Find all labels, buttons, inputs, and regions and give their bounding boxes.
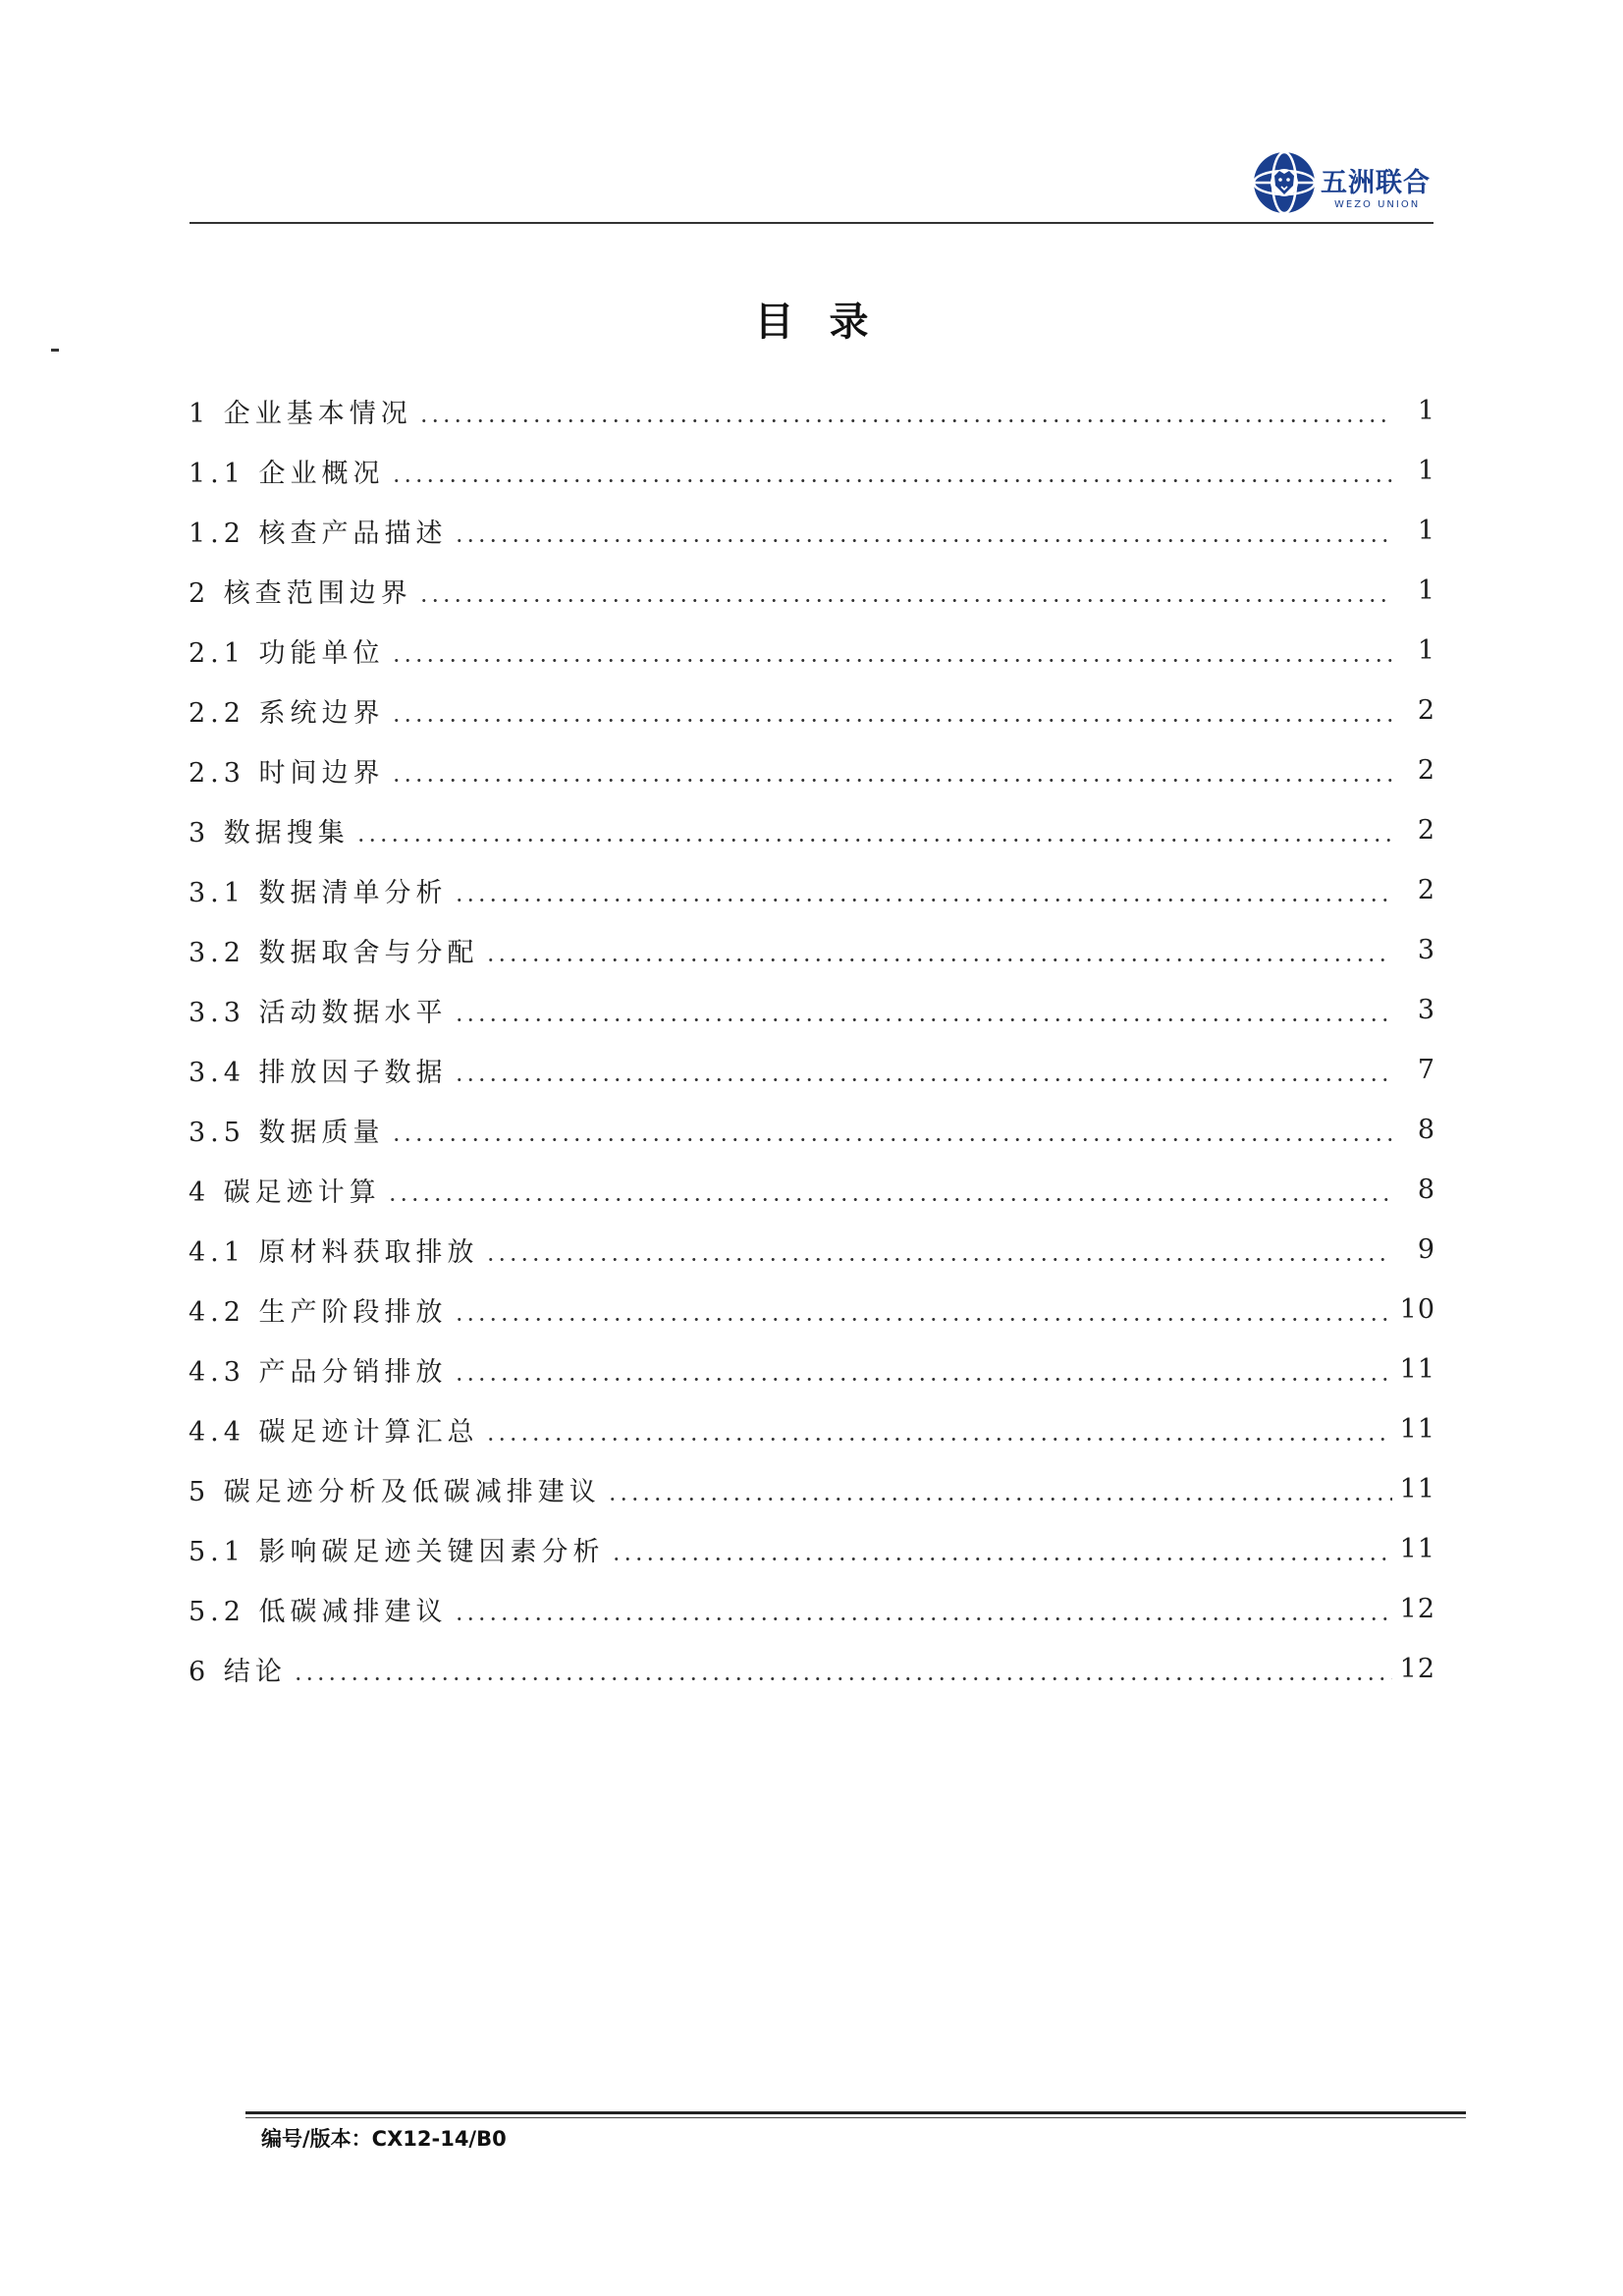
- toc-entry-label: 5.1 影响碳足迹关键因素分析: [189, 1537, 605, 1567]
- toc-page-number: 11: [1399, 1534, 1435, 1564]
- toc-page-number: 1: [1417, 456, 1435, 486]
- logo-english-name: WEZO UNION: [1334, 199, 1421, 210]
- toc-page-number: 9: [1417, 1234, 1435, 1265]
- document-number: 编号/版本：CX12-14/B0: [261, 2127, 507, 2151]
- toc-leader-dots: [454, 898, 1392, 902]
- toc-entry[interactable]: [189, 740, 1435, 800]
- table-of-contents: [189, 381, 1435, 1699]
- toc-page-number: 1: [1417, 635, 1435, 666]
- toc-page-number: 2: [1417, 815, 1435, 846]
- toc-entry[interactable]: [189, 1639, 1435, 1699]
- toc-entry-label: 6 结论: [189, 1657, 287, 1687]
- toc-entry-label: 3 数据搜集: [189, 818, 350, 848]
- toc-entry[interactable]: [189, 621, 1435, 681]
- toc-page-number: 7: [1417, 1055, 1435, 1085]
- toc-leader-dots: [391, 478, 1392, 483]
- toc-entry[interactable]: [189, 1220, 1435, 1280]
- toc-page-number: 11: [1399, 1354, 1435, 1385]
- toc-page-number: 2: [1417, 755, 1435, 786]
- toc-leader-dots: [454, 538, 1392, 543]
- toc-entry-label: 5.2 低碳减排建议: [189, 1597, 448, 1627]
- toc-leader-dots: [607, 1497, 1392, 1502]
- toc-page-number: 10: [1399, 1294, 1435, 1325]
- toc-page-number: 11: [1399, 1414, 1435, 1445]
- toc-page-number: 8: [1417, 1175, 1435, 1205]
- toc-page-number: 3: [1417, 995, 1435, 1025]
- toc-page-number: 2: [1417, 875, 1435, 905]
- toc-entry-label: 4.3 产品分销排放: [189, 1357, 448, 1388]
- toc-page-number: 12: [1399, 1654, 1435, 1684]
- toc-leader-dots: [485, 1437, 1392, 1442]
- toc-leader-dots: [611, 1557, 1392, 1561]
- toc-entry-label: 2.1 功能单位: [189, 638, 385, 669]
- margin-scan-mark: [51, 349, 59, 352]
- toc-entry[interactable]: [189, 980, 1435, 1040]
- toc-leader-dots: [454, 1017, 1392, 1022]
- toc-entry-label: 4.2 生产阶段排放: [189, 1297, 448, 1328]
- toc-leader-dots: [355, 838, 1392, 843]
- toc-page-number: 2: [1417, 695, 1435, 726]
- toc-leader-dots: [391, 778, 1392, 783]
- toc-leader-dots: [418, 418, 1392, 423]
- footer-divider-thick: [245, 2111, 1466, 2114]
- toc-entry-label: 3.1 数据清单分析: [189, 878, 448, 908]
- toc-entry[interactable]: [189, 1579, 1435, 1639]
- toc-leader-dots: [391, 1137, 1392, 1142]
- toc-entry-label: 4 碳足迹计算: [189, 1177, 381, 1208]
- toc-leader-dots: [454, 1377, 1392, 1382]
- toc-entry-label: 1 企业基本情况: [189, 399, 412, 429]
- toc-leader-dots: [387, 1197, 1392, 1202]
- toc-leader-dots: [391, 718, 1392, 723]
- toc-entry[interactable]: [189, 1399, 1435, 1459]
- toc-entry-label: 1.1 企业概况: [189, 459, 385, 489]
- toc-entry-label: 2 核查范围边界: [189, 578, 412, 609]
- toc-entry-label: 4.1 原材料获取排放: [189, 1237, 479, 1268]
- toc-page-number: 1: [1417, 516, 1435, 546]
- toc-entry-label: 3.3 活动数据水平: [189, 998, 448, 1028]
- header-divider: [189, 222, 1434, 224]
- toc-page-number: 1: [1417, 575, 1435, 606]
- toc-page-number: 11: [1399, 1474, 1435, 1504]
- toc-entry-label: 1.2 核查产品描述: [189, 519, 448, 549]
- toc-page-number: 1: [1417, 396, 1435, 426]
- toc-entry-label: 2.2 系统边界: [189, 698, 385, 729]
- footer-divider-thin: [245, 2117, 1466, 2118]
- globe-lion-emblem-icon: [1252, 150, 1317, 215]
- toc-entry[interactable]: [189, 920, 1435, 980]
- page-title: 目录: [754, 300, 904, 345]
- toc-leader-dots: [485, 957, 1392, 962]
- toc-entry-label: 3.2 数据取舍与分配: [189, 938, 479, 968]
- toc-entry[interactable]: [189, 1160, 1435, 1220]
- toc-entry[interactable]: [189, 441, 1435, 501]
- toc-entry[interactable]: [189, 1339, 1435, 1399]
- toc-leader-dots: [293, 1676, 1392, 1681]
- company-logo: [1252, 150, 1438, 221]
- toc-entry-label: 3.5 数据质量: [189, 1118, 385, 1148]
- toc-entry[interactable]: [189, 381, 1435, 441]
- toc-entry[interactable]: [189, 681, 1435, 740]
- toc-entry[interactable]: [189, 800, 1435, 860]
- toc-leader-dots: [418, 598, 1392, 603]
- toc-leader-dots: [485, 1257, 1392, 1262]
- logo-chinese-name: 五洲联合: [1321, 168, 1431, 198]
- toc-page-number: 8: [1417, 1115, 1435, 1145]
- toc-entry[interactable]: [189, 561, 1435, 621]
- toc-leader-dots: [454, 1616, 1392, 1621]
- toc-entry[interactable]: [189, 1459, 1435, 1519]
- toc-page-number: 3: [1417, 935, 1435, 965]
- toc-entry-label: 2.3 时间边界: [189, 758, 385, 789]
- toc-entry-label: 4.4 碳足迹计算汇总: [189, 1417, 479, 1448]
- toc-leader-dots: [454, 1077, 1392, 1082]
- toc-entry-label: 3.4 排放因子数据: [189, 1058, 448, 1088]
- toc-entry-label: 5 碳足迹分析及低碳减排建议: [189, 1477, 601, 1507]
- toc-leader-dots: [391, 658, 1392, 663]
- toc-entry[interactable]: [189, 1040, 1435, 1100]
- toc-entry[interactable]: [189, 501, 1435, 561]
- toc-page-number: 12: [1399, 1594, 1435, 1624]
- toc-entry[interactable]: [189, 1280, 1435, 1339]
- toc-entry[interactable]: [189, 1519, 1435, 1579]
- toc-entry[interactable]: [189, 1100, 1435, 1160]
- toc-entry[interactable]: [189, 860, 1435, 920]
- toc-leader-dots: [454, 1317, 1392, 1322]
